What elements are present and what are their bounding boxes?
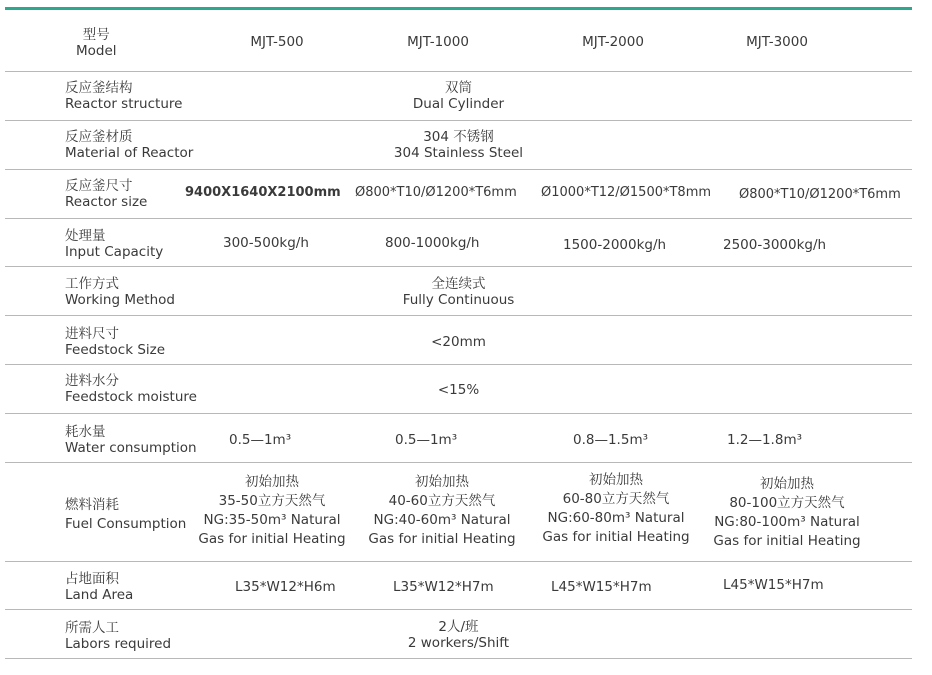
- row-material: [5, 121, 912, 170]
- capacity-col-4: 2500-3000kg/h: [723, 237, 827, 253]
- value-text: <20mm: [431, 334, 486, 350]
- row-label-zh: 燃料消耗: [65, 497, 119, 513]
- row-feedstock-moisture: [5, 365, 912, 414]
- fuel-line: NG:40-60m³ Natural: [373, 512, 511, 528]
- row-land-area: [5, 562, 912, 610]
- area-col-1: L35*W12*H6m: [235, 579, 336, 595]
- value-zh: 2人/班: [438, 619, 479, 635]
- model-col-4: MJT-3000: [746, 34, 808, 50]
- fuel-col-4: [713, 475, 860, 551]
- fuel-line: NG:80-100m³ Natural: [714, 514, 860, 530]
- area-col-3: L45*W15*H7m: [551, 579, 652, 595]
- row-label: [65, 424, 197, 456]
- model-col-3: MJT-2000: [582, 34, 644, 50]
- row-reactor-structure: [5, 72, 912, 121]
- row-label-zh: 处理量: [65, 228, 106, 244]
- value-text: <15%: [437, 382, 480, 398]
- capacity-col-2: 800-1000kg/h: [385, 235, 480, 251]
- row-label: [65, 496, 186, 534]
- row-label: [65, 571, 133, 603]
- row-reactor-size: [5, 170, 912, 219]
- water-col-2: 0.5—1m³: [395, 432, 458, 448]
- row-value: [5, 276, 912, 308]
- row-fuel-consumption: [5, 463, 912, 562]
- row-label-en: Feedstock Size: [65, 342, 166, 358]
- row-label-zh: 所需人工: [65, 620, 119, 636]
- water-col-1: 0.5—1m³: [229, 432, 292, 448]
- model-col-1: MJT-500: [250, 34, 304, 50]
- value-en: Fully Continuous: [402, 292, 515, 308]
- row-label: [65, 178, 147, 210]
- capacity-col-1: 300-500kg/h: [223, 235, 309, 251]
- value-zh: 双筒: [445, 80, 472, 96]
- row-value: [5, 334, 912, 350]
- value-en: 304 Stainless Steel: [393, 145, 524, 161]
- fuel-line: 40-60立方天然气: [388, 493, 496, 509]
- area-col-2: L35*W12*H7m: [393, 579, 494, 595]
- row-label: [65, 228, 163, 260]
- model-label: [76, 27, 117, 59]
- fuel-line: Gas for initial Heating: [368, 531, 516, 547]
- size-col-4: Ø800*T10/Ø1200*T6mm: [739, 187, 901, 202]
- row-input-capacity: [5, 219, 912, 267]
- row-value: [5, 129, 912, 161]
- row-label-en: Fuel Consumption: [65, 516, 187, 532]
- row-feedstock-size: [5, 316, 912, 365]
- row-label-en: Reactor structure: [65, 96, 183, 112]
- fuel-line: NG:60-80m³ Natural: [547, 510, 685, 526]
- value-en: Dual Cylinder: [412, 96, 505, 112]
- value-en: 2 workers/Shift: [407, 635, 510, 651]
- row-label-zh: 耗水量: [65, 424, 106, 440]
- row-label-en: Water consumption: [65, 440, 197, 456]
- fuel-line: 60-80立方天然气: [562, 491, 670, 507]
- size-col-1: 9400X1640X2100mm: [185, 185, 341, 200]
- fuel-col-2: [368, 473, 515, 549]
- fuel-line: 35-50立方天然气: [218, 493, 326, 509]
- row-label-zh: 进料水分: [65, 373, 119, 389]
- size-col-2: Ø800*T10/Ø1200*T6mm: [355, 185, 517, 200]
- model-col-2: MJT-1000: [407, 34, 469, 50]
- water-col-4: 1.2—1.8m³: [727, 432, 803, 448]
- row-label-en: Land Area: [65, 587, 134, 603]
- fuel-col-3: [542, 471, 689, 547]
- header-row: [5, 10, 912, 72]
- fuel-line: 初始加热: [244, 474, 299, 490]
- water-col-3: 0.8—1.5m³: [573, 432, 649, 448]
- row-value: [5, 382, 912, 398]
- fuel-line: 80-100立方天然气: [729, 495, 845, 511]
- row-label-zh: 反应釜尺寸: [65, 178, 133, 194]
- fuel-line: NG:35-50m³ Natural: [203, 512, 341, 528]
- row-working-method: [5, 267, 912, 316]
- fuel-line: Gas for initial Heating: [713, 533, 861, 549]
- row-label-zh: 反应釜结构: [65, 80, 133, 96]
- row-water-consumption: [5, 414, 912, 463]
- row-label-zh: 进料尺寸: [65, 326, 119, 342]
- fuel-line: Gas for initial Heating: [542, 529, 690, 545]
- row-labors: [5, 610, 912, 659]
- fuel-line: Gas for initial Heating: [198, 531, 346, 547]
- row-label-en: Feedstock moisture: [65, 389, 197, 405]
- row-label-zh: 反应釜材质: [65, 129, 133, 145]
- row-label-en: Material of Reactor: [65, 145, 194, 161]
- fuel-line: 初始加热: [414, 474, 469, 490]
- size-col-3: Ø1000*T12/Ø1500*T8mm: [541, 185, 712, 200]
- row-label-zh: 占地面积: [65, 571, 119, 587]
- model-label-en: Model: [76, 43, 117, 59]
- row-label-zh: 工作方式: [65, 276, 119, 292]
- row-label-en: Input Capacity: [65, 244, 164, 260]
- value-zh: 304 不锈钢: [423, 129, 494, 145]
- row-label-en: Working Method: [65, 292, 175, 308]
- row-label-en: Labors required: [65, 636, 172, 652]
- capacity-col-3: 1500-2000kg/h: [563, 237, 667, 253]
- row-label-en: Reactor size: [65, 194, 148, 210]
- model-label-zh: 型号: [82, 27, 110, 43]
- fuel-line: 初始加热: [759, 476, 814, 492]
- fuel-col-1: [198, 473, 345, 549]
- fuel-line: 初始加热: [588, 472, 643, 488]
- row-value: [5, 80, 912, 112]
- row-value: [5, 619, 912, 651]
- value-zh: 全连续式: [431, 276, 486, 292]
- area-col-4: L45*W15*H7m: [723, 577, 824, 593]
